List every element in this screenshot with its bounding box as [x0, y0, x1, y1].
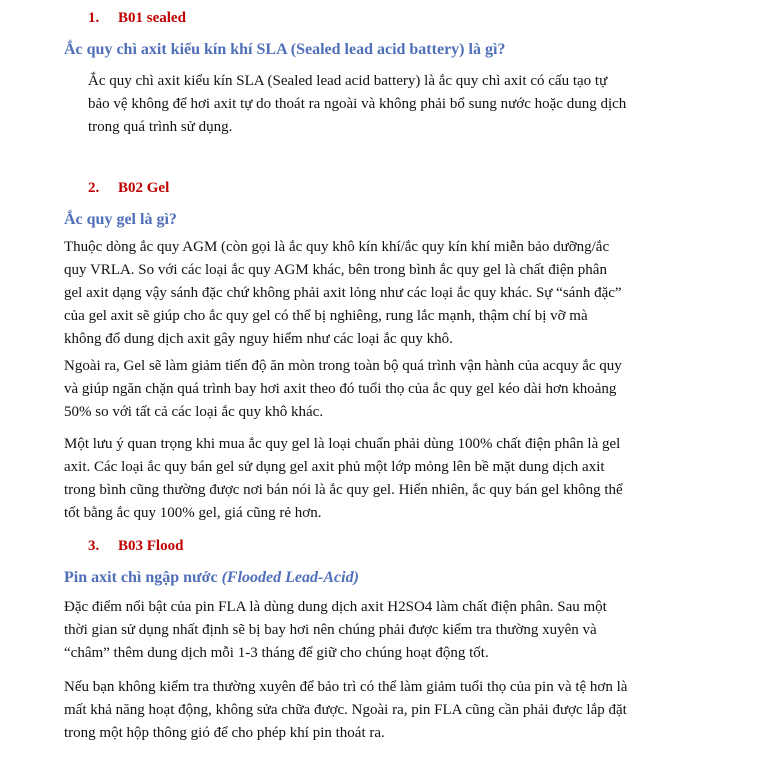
text-line: Đặc điểm nổi bật của pin FLA là dùng dung dịch axit H2SO4 làm chất điện phân. Sau một	[64, 599, 607, 615]
section-3-question-text: Pin axit chì ngập nước	[64, 569, 218, 586]
section-2-question: Ắc quy gel là gì?	[64, 211, 177, 228]
section-3-paragraph-2	[64, 676, 627, 745]
section-1-title: B01 sealed	[118, 10, 186, 26]
text-line: của gel axit sẽ giúp cho ắc quy gel có thể bị nghiêng, rung lắc mạnh, thậm chí bị vỡ mà	[64, 308, 588, 324]
section-3-question	[64, 568, 359, 588]
text-line: 50% so với tất cả các loại ắc quy khô khác.	[64, 404, 324, 420]
section-1-number: 1.	[88, 10, 100, 26]
section-2-heading	[88, 178, 169, 198]
section-2-title: B02 Gel	[118, 180, 170, 196]
section-3-number: 3.	[88, 538, 100, 554]
section-3-paragraph-1	[64, 596, 607, 665]
section-2-paragraph-3	[64, 433, 623, 525]
section-2-paragraph-1	[64, 236, 622, 351]
text-line: trong bình cũng thường được nơi bán nói là ắc quy gel. Hiển nhiên, ắc quy bán gel không thể	[64, 482, 623, 498]
text-line: Ngoài ra, Gel sẽ làm giảm tiến độ ăn mòn trong toàn bộ quá trình vận hành của acquy ắc quy	[64, 358, 622, 374]
text-line: gel axit dạng vậy sánh đặc chứ không phải axit lỏng như các loại ắc quy khác. Sự “sánh đặc”	[64, 285, 622, 301]
section-2-paragraph-2	[64, 355, 622, 424]
text-line: Thuộc dòng ắc quy AGM (còn gọi là ắc quy khô kín khí/ắc quy kín khí miễn bảo dưỡng/ắc	[64, 239, 610, 255]
section-2-number: 2.	[88, 180, 100, 196]
text-line: thời gian sử dụng nhất định sẽ bị bay hơi nên chúng phải được kiểm tra thường xuyên và	[64, 622, 597, 638]
text-line: quy VRLA. So với các loại ắc quy AGM khác, bên trong bình ắc quy gel là chất điện phân	[64, 262, 607, 278]
text-line: “châm” thêm dung dịch mỗi 1-3 tháng để giữ cho chúng hoạt động tốt.	[64, 645, 489, 661]
text-line: trong một hộp thông gió để cho phép khí pin thoát ra.	[64, 725, 385, 741]
section-3-question-suffix: (Flooded Lead-Acid)	[221, 569, 359, 586]
section-3-heading	[88, 536, 183, 556]
text-line: Một lưu ý quan trọng khi mua ắc quy gel là loại chuẩn phải dùng 100% chất điện phân là gel	[64, 436, 621, 452]
text-line: và giúp ngăn chặn quá trình bay hơi axit theo đó tuổi thọ của ắc quy gel kéo dài hơn khoảng	[64, 381, 617, 397]
text-line: mất khả năng hoạt động, không sửa chữa được. Ngoài ra, pin FLA cũng cần phải được lắp đặt	[64, 702, 627, 718]
section-1-paragraph-1	[88, 70, 626, 139]
text-line: Ắc quy chì axit kiểu kín SLA (Sealed lead acid battery) là ắc quy chì axit có cấu tạo tự	[88, 73, 608, 89]
text-line: không đổ dung dịch axit gây nguy hiểm như các loại ắc quy khô.	[64, 331, 453, 347]
text-line: tốt bằng ắc quy 100% gel, giá cũng rẻ hơn.	[64, 505, 322, 521]
text-line: bảo vệ không để hơi axit tự do thoát ra ngoài và không phải bổ sung nước hoặc dung dịch	[88, 96, 627, 112]
section-1-question: Ắc quy chì axit kiểu kín khí SLA (Sealed lead acid battery) là gì?	[64, 41, 506, 58]
text-line: trong quá trình sử dụng.	[88, 119, 233, 135]
text-line: axit. Các loại ắc quy bán gel sử dụng gel axit phủ một lớp mỏng lên bề mặt dung dịch axit	[64, 459, 605, 475]
section-1-heading	[88, 8, 186, 28]
section-3-title: B03 Flood	[118, 538, 184, 554]
text-line: Nếu bạn không kiểm tra thường xuyên để bảo trì có thể làm giảm tuổi thọ của pin và tệ hơn là	[64, 679, 628, 695]
